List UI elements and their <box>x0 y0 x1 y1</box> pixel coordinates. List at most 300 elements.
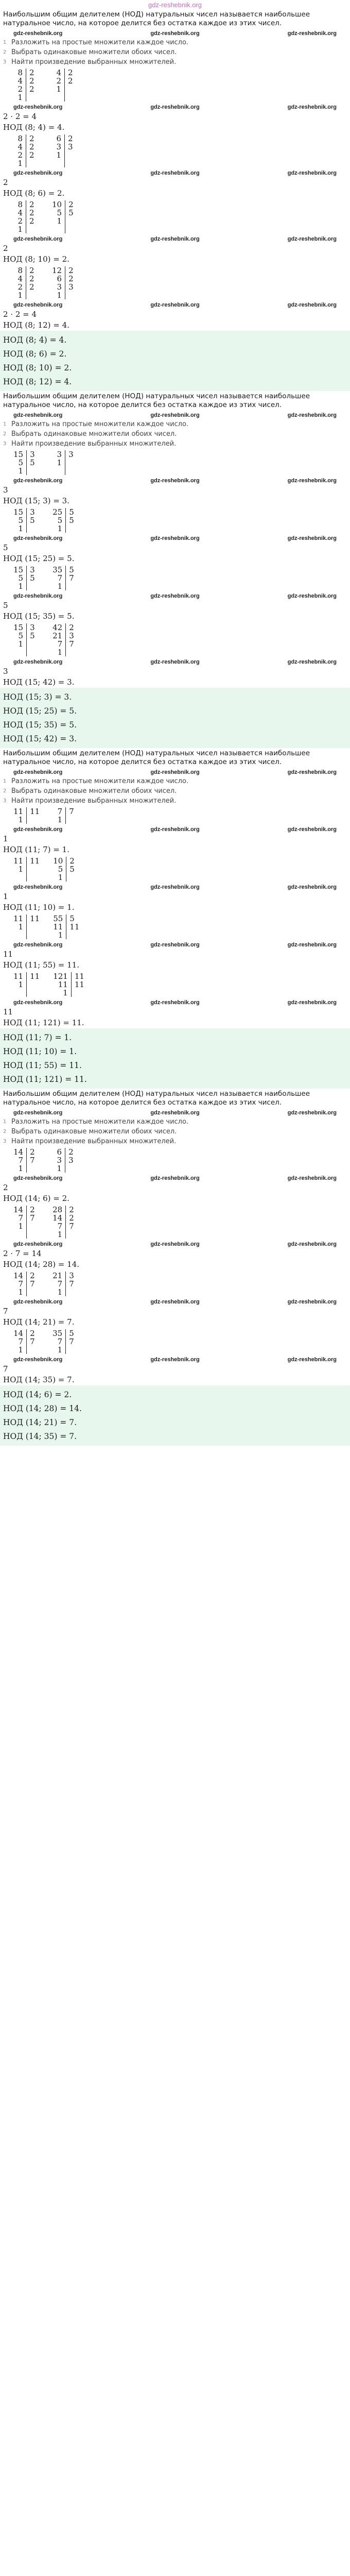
factor-value: 5 <box>57 516 63 525</box>
factorization-column <box>13 1206 39 1239</box>
common-factors: 7 <box>3 1364 8 1374</box>
answer-line: НОД (11; 7) = 1. <box>3 1033 72 1042</box>
factor-prime <box>68 291 78 299</box>
watermark-row <box>3 941 347 948</box>
factor-prime <box>68 151 77 159</box>
answer-line: НОД (15; 35) = 5. <box>3 720 77 730</box>
step-number: 1 <box>3 40 7 45</box>
factor-value: 5 <box>57 208 62 217</box>
watermark-text: gdz-reshebnik.org <box>13 104 63 110</box>
factor-value: 1 <box>56 150 61 160</box>
factor-value: 1 <box>57 216 62 226</box>
factor-primes <box>27 914 40 939</box>
factorization-pair <box>3 450 347 475</box>
factor-primes <box>27 1329 39 1354</box>
watermark-text: gdz-reshebnik.org <box>287 826 337 833</box>
answer-line: НОД (8; 10) = 2. <box>3 363 72 372</box>
factorization-column <box>53 914 79 939</box>
factor-prime <box>30 582 39 590</box>
watermark-text: gdz-reshebnik.org <box>287 104 337 110</box>
factor-values <box>52 1206 66 1239</box>
solution-section <box>3 749 347 1089</box>
common-factors: 2 · 2 = 4 <box>3 112 37 121</box>
factor-value: 1 <box>18 922 24 931</box>
factor-values <box>52 508 66 533</box>
factor-value: 4 <box>56 68 61 77</box>
watermark-text: gdz-reshebnik.org <box>13 826 63 833</box>
intro-definition: Наибольшим общим делителем (НОД) натуральных чисел называется наибольшее натуральное число, на которое делится без остатка каждое из этих чисел. <box>3 10 310 27</box>
algorithm-step <box>3 38 347 47</box>
factor-value: 4 <box>18 208 23 217</box>
watermark-row <box>3 30 347 37</box>
watermark-row <box>3 1356 347 1363</box>
gcd-result: НОД (8; 4) = 4. <box>3 123 65 132</box>
watermark-text: gdz-reshebnik.org <box>13 884 63 890</box>
algorithm-step <box>3 777 347 786</box>
watermark-row <box>3 104 347 111</box>
watermark-text: gdz-reshebnik.org <box>150 826 200 833</box>
factor-primes <box>72 972 84 997</box>
factor-prime <box>29 93 39 101</box>
watermark-text: gdz-reshebnik.org <box>150 302 200 308</box>
factor-prime <box>29 159 39 167</box>
factor-prime: 11 <box>30 807 40 816</box>
factor-value: 1 <box>18 582 24 591</box>
watermark-text: gdz-reshebnik.org <box>13 1241 63 1247</box>
factor-value: 55 <box>53 914 63 923</box>
watermark-text: gdz-reshebnik.org <box>287 236 337 242</box>
factor-value: 7 <box>18 1156 24 1165</box>
factorization-column <box>13 266 39 299</box>
step-number: 1 <box>3 778 7 784</box>
factor-prime: 3 <box>30 450 35 459</box>
step-text: Найти произведение выбранных множителей. <box>11 58 177 66</box>
factor-prime: 11 <box>74 980 84 989</box>
factor-value: 1 <box>18 159 23 168</box>
factorization-column <box>13 1148 39 1173</box>
gcd-result: НОД (14; 35) = 7. <box>3 1375 75 1384</box>
algorithm-step <box>3 430 347 438</box>
factor-value: 1 <box>18 865 24 874</box>
common-factors: 11 <box>3 1007 13 1016</box>
factor-value: 1 <box>18 1345 24 1354</box>
watermark-text: gdz-reshebnik.org <box>287 1357 337 1363</box>
factor-value: 1 <box>18 1222 24 1231</box>
algorithm-step <box>3 1117 347 1126</box>
factor-value: 2 <box>18 216 23 226</box>
factor-prime: 7 <box>69 807 74 816</box>
factor-values <box>53 972 72 997</box>
gcd-result: НОД (15; 35) = 5. <box>3 612 75 621</box>
watermark-text: gdz-reshebnik.org <box>150 1357 200 1363</box>
factor-value: 14 <box>13 1147 24 1157</box>
factor-primes <box>66 566 78 590</box>
factor-value: 2 <box>18 282 23 292</box>
watermark-text: gdz-reshebnik.org <box>150 1299 200 1305</box>
factor-value: 5 <box>18 573 24 583</box>
watermark-text: gdz-reshebnik.org <box>13 942 63 948</box>
factor-prime: 2 <box>68 76 73 86</box>
watermark-text: gdz-reshebnik.org <box>287 170 337 176</box>
factorization-column <box>13 566 39 590</box>
answer-line: НОД (8; 4) = 4. <box>3 335 67 345</box>
factorization-pair <box>3 266 347 299</box>
factorization-column <box>13 134 39 167</box>
watermark-row <box>3 1109 347 1116</box>
factorization-column <box>52 1272 78 1296</box>
factor-value: 35 <box>52 1329 63 1338</box>
step-text: Разложить на простые множители каждое число. <box>11 420 189 428</box>
factor-prime <box>30 865 40 873</box>
factor-prime: 5 <box>68 208 74 217</box>
factorization-pair <box>3 200 347 233</box>
solution-section <box>3 1090 347 1446</box>
factor-prime: 5 <box>69 1329 74 1338</box>
answer-block <box>0 1385 350 1446</box>
watermark-text: gdz-reshebnik.org <box>13 593 63 599</box>
factor-values <box>13 623 27 656</box>
factor-prime: 5 <box>30 458 35 467</box>
step-number: 1 <box>3 1119 7 1125</box>
factor-prime: 7 <box>30 1279 35 1289</box>
factor-values <box>52 1272 66 1296</box>
factor-value: 7 <box>18 1279 24 1289</box>
factor-prime <box>29 225 39 233</box>
factorization-pair <box>3 69 347 101</box>
factor-prime: 2 <box>29 150 34 160</box>
factor-values <box>13 266 26 299</box>
watermark-row <box>3 592 347 600</box>
factor-value: 10 <box>53 856 63 866</box>
watermark-text: gdz-reshebnik.org <box>13 236 63 242</box>
watermark-row <box>3 658 347 666</box>
factor-value: 42 <box>52 623 63 632</box>
factor-primes <box>65 266 78 299</box>
answer-line: НОД (15; 25) = 5. <box>3 706 77 716</box>
factor-prime: 2 <box>68 266 74 275</box>
watermark-text: gdz-reshebnik.org <box>13 1175 63 1181</box>
watermark-text: gdz-reshebnik.org <box>150 884 200 890</box>
factorization-column <box>52 450 78 475</box>
watermark-text: gdz-reshebnik.org <box>150 1110 200 1116</box>
factor-value: 1 <box>57 524 63 533</box>
factor-value: 21 <box>52 1271 63 1280</box>
factor-prime <box>30 1288 39 1296</box>
watermark-text: gdz-reshebnik.org <box>150 170 200 176</box>
common-factors: 5 <box>3 601 8 610</box>
factor-values <box>52 566 66 590</box>
factor-prime <box>69 582 78 590</box>
answer-line: НОД (14; 6) = 2. <box>3 1390 72 1399</box>
watermark-text: gdz-reshebnik.org <box>150 942 200 948</box>
factor-value: 3 <box>57 1156 62 1165</box>
solution-content <box>0 10 350 1446</box>
watermark-text: gdz-reshebnik.org <box>287 769 337 775</box>
factor-primes <box>27 807 40 824</box>
step-number: 2 <box>3 788 7 794</box>
factorization-column <box>13 623 39 656</box>
factor-value: 3 <box>56 142 61 151</box>
factor-primes <box>66 857 79 882</box>
factorization-column <box>13 807 40 824</box>
factor-primes <box>27 1206 39 1239</box>
watermark-text: gdz-reshebnik.org <box>150 769 200 775</box>
watermark-text: gdz-reshebnik.org <box>150 1241 200 1247</box>
factor-prime: 7 <box>69 1279 74 1289</box>
watermark-row <box>3 884 347 891</box>
algorithm-step <box>3 420 347 429</box>
factor-value: 5 <box>18 458 24 467</box>
watermark-row <box>3 535 347 542</box>
factor-value: 1 <box>57 582 63 591</box>
algorithm-step <box>3 439 347 448</box>
factorization-column <box>52 1148 78 1173</box>
factor-prime <box>30 923 40 931</box>
common-factors: 2 · 2 = 4 <box>3 310 37 319</box>
factorization-column <box>52 134 77 167</box>
factor-values <box>13 1329 27 1354</box>
step-number: 2 <box>3 1129 7 1134</box>
factor-prime <box>30 467 39 475</box>
answer-line: НОД (8; 6) = 2. <box>3 349 67 359</box>
factor-value: 11 <box>58 980 68 989</box>
factor-value: 21 <box>52 631 63 640</box>
factor-values <box>13 450 27 475</box>
factor-prime: 3 <box>30 565 35 574</box>
factor-values <box>13 807 27 824</box>
solution-section <box>3 10 347 391</box>
factor-value: 1 <box>18 1164 24 1173</box>
factor-prime: 5 <box>30 631 35 640</box>
factorization-pair <box>3 972 347 997</box>
factor-values <box>52 1329 66 1354</box>
factor-prime <box>69 648 78 656</box>
watermark-row <box>3 477 347 484</box>
factor-prime <box>75 989 84 997</box>
factor-value: 1 <box>58 930 63 940</box>
answer-line: НОД (11; 55) = 11. <box>3 1061 82 1070</box>
watermark-text: gdz-reshebnik.org <box>150 659 200 665</box>
answer-line: НОД (14; 28) = 14. <box>3 1404 82 1413</box>
factor-prime: 11 <box>74 972 84 981</box>
factor-primes <box>65 200 78 233</box>
factorization-column <box>52 566 78 590</box>
step-text: Разложить на простые множители каждое число. <box>11 777 189 785</box>
factor-prime <box>29 291 39 299</box>
factor-value: 4 <box>18 142 23 151</box>
factor-value: 1 <box>57 648 63 657</box>
gcd-result: НОД (8; 12) = 4. <box>3 320 69 330</box>
factor-value: 1 <box>57 1230 63 1239</box>
factorization-pair <box>3 566 347 590</box>
watermark-text: gdz-reshebnik.org <box>13 170 63 176</box>
watermark-text: gdz-reshebnik.org <box>150 999 200 1006</box>
factor-prime: 2 <box>29 134 34 143</box>
factorization-pair <box>3 1148 347 1173</box>
factor-values <box>13 200 26 233</box>
factor-prime: 2 <box>30 1147 35 1157</box>
watermark-text: gdz-reshebnik.org <box>287 884 337 890</box>
factor-value: 1 <box>18 466 24 476</box>
factor-value: 5 <box>18 516 24 525</box>
common-factors: 1 <box>3 834 8 843</box>
factor-value: 6 <box>56 134 61 143</box>
factor-values <box>52 1148 65 1173</box>
factor-prime: 3 <box>69 1271 74 1280</box>
factorization-column <box>13 69 39 101</box>
factor-prime: 11 <box>69 922 80 931</box>
factor-values <box>52 266 65 299</box>
factor-prime: 2 <box>68 200 74 209</box>
gcd-result: НОД (14; 6) = 2. <box>3 1194 69 1203</box>
common-factors: 2 <box>3 244 8 253</box>
factor-value: 5 <box>58 865 63 874</box>
factorization-column <box>53 972 84 997</box>
factor-prime: 7 <box>69 639 74 649</box>
factor-prime <box>68 85 77 93</box>
factor-value: 1 <box>18 639 24 649</box>
answer-line: НОД (14; 21) = 7. <box>3 1418 77 1427</box>
factor-primes <box>26 69 39 101</box>
watermark-text: gdz-reshebnik.org <box>13 412 63 418</box>
watermark-text: gdz-reshebnik.org <box>150 412 200 418</box>
factor-prime: 5 <box>69 865 75 874</box>
factorization-column <box>52 69 77 101</box>
common-factors: 3 <box>3 485 8 495</box>
algorithm-step <box>3 1127 347 1136</box>
factor-prime: 7 <box>30 1156 35 1165</box>
watermark-text: gdz-reshebnik.org <box>150 535 200 541</box>
factor-value: 1 <box>57 1345 63 1354</box>
factor-value: 15 <box>13 507 24 517</box>
factor-value: 1 <box>63 988 68 997</box>
factor-primes <box>66 1272 78 1296</box>
factor-values <box>13 134 26 167</box>
factor-primes <box>66 807 78 824</box>
watermark-text: gdz-reshebnik.org <box>287 535 337 541</box>
factor-prime: 5 <box>30 516 35 525</box>
answer-block <box>0 331 350 391</box>
site-title[interactable]: gdz-reshebnik.org <box>148 1 202 9</box>
factor-prime: 2 <box>68 274 74 283</box>
factor-prime: 11 <box>30 972 40 981</box>
watermark-text: gdz-reshebnik.org <box>13 478 63 484</box>
factor-value: 1 <box>57 291 62 300</box>
factorization-pair <box>3 623 347 656</box>
factor-prime: 3 <box>30 623 35 632</box>
factor-prime <box>30 980 40 989</box>
gcd-result: НОД (11; 7) = 1. <box>3 845 69 854</box>
factor-value: 15 <box>13 623 24 632</box>
factor-values <box>13 857 27 882</box>
factor-prime <box>68 1164 78 1173</box>
factor-value: 1 <box>57 1164 62 1173</box>
factor-values <box>13 508 27 533</box>
intro-definition: Наибольшим общим делителем (НОД) натуральных чисел называется наибольшее натуральное число, на которое делится без остатка каждое из этих чисел. <box>3 392 310 409</box>
factor-primes <box>26 266 39 299</box>
intro-definition: Наибольшим общим делителем (НОД) натуральных чисел называется наибольшее натуральное число, на которое делится без остатка каждое из этих чисел. <box>3 749 310 766</box>
watermark-text: gdz-reshebnik.org <box>13 769 63 775</box>
factor-value: 7 <box>18 1213 24 1223</box>
factor-primes <box>66 1206 78 1239</box>
factorization-pair <box>3 857 347 882</box>
factor-prime: 7 <box>69 573 74 583</box>
answer-line: НОД (11; 10) = 1. <box>3 1047 77 1056</box>
factorization-pair <box>3 914 347 939</box>
gcd-result: НОД (14; 21) = 7. <box>3 1317 75 1327</box>
factor-prime <box>69 816 78 824</box>
factorization-column <box>13 1272 39 1296</box>
factor-value: 1 <box>18 291 23 300</box>
factor-primes <box>66 508 78 533</box>
watermark-text: gdz-reshebnik.org <box>150 593 200 599</box>
factor-primes <box>27 508 39 533</box>
factorization-column <box>13 1329 39 1354</box>
gcd-result: НОД (11; 10) = 1. <box>3 903 75 912</box>
factor-value: 7 <box>57 1337 63 1346</box>
factor-values <box>52 200 65 233</box>
common-factors: 2 · 7 = 14 <box>3 1249 42 1258</box>
factorization-column <box>52 266 78 299</box>
factor-primes <box>65 1148 78 1173</box>
factor-value: 15 <box>13 565 24 574</box>
step-number: 3 <box>3 1139 7 1144</box>
watermark-text: gdz-reshebnik.org <box>13 999 63 1006</box>
watermark-text: gdz-reshebnik.org <box>287 1110 337 1116</box>
factor-primes <box>65 450 78 475</box>
factor-prime: 2 <box>29 274 34 283</box>
factor-values <box>52 134 65 167</box>
watermark-row <box>3 301 347 309</box>
factor-primes <box>27 450 39 475</box>
factor-primes <box>27 857 40 882</box>
factorization-column <box>52 623 78 656</box>
answer-block <box>0 688 350 748</box>
factor-primes <box>27 1148 39 1173</box>
watermark-text: gdz-reshebnik.org <box>287 1241 337 1247</box>
algorithm-step <box>3 787 347 795</box>
factor-value: 8 <box>18 68 23 77</box>
factor-prime: 2 <box>68 134 73 143</box>
watermark-text: gdz-reshebnik.org <box>287 478 337 484</box>
factor-prime <box>69 524 78 533</box>
factorization-column <box>52 1206 78 1239</box>
gcd-result: НОД (8; 10) = 2. <box>3 255 69 264</box>
factor-prime: 2 <box>29 208 34 217</box>
factor-value: 11 <box>13 914 24 923</box>
factor-value: 2 <box>56 76 61 86</box>
factor-prime: 2 <box>69 623 74 632</box>
factorization-column <box>13 450 39 475</box>
factorization-column <box>13 972 40 997</box>
factor-values <box>53 857 66 882</box>
factor-value: 2 <box>18 150 23 160</box>
watermark-text: gdz-reshebnik.org <box>287 30 337 37</box>
factor-value: 1 <box>18 93 23 102</box>
factor-value: 1 <box>57 815 63 824</box>
factor-value: 11 <box>13 856 24 866</box>
factor-prime: 5 <box>69 565 74 574</box>
factor-values <box>52 623 66 656</box>
factor-values <box>13 1206 27 1239</box>
factor-values <box>53 807 66 824</box>
factorization-column <box>13 914 40 939</box>
factor-value: 25 <box>52 507 63 517</box>
factor-value: 7 <box>18 1337 24 1346</box>
common-factors: 2 <box>3 1183 8 1192</box>
factor-primes <box>26 134 39 167</box>
factor-value: 35 <box>52 565 63 574</box>
